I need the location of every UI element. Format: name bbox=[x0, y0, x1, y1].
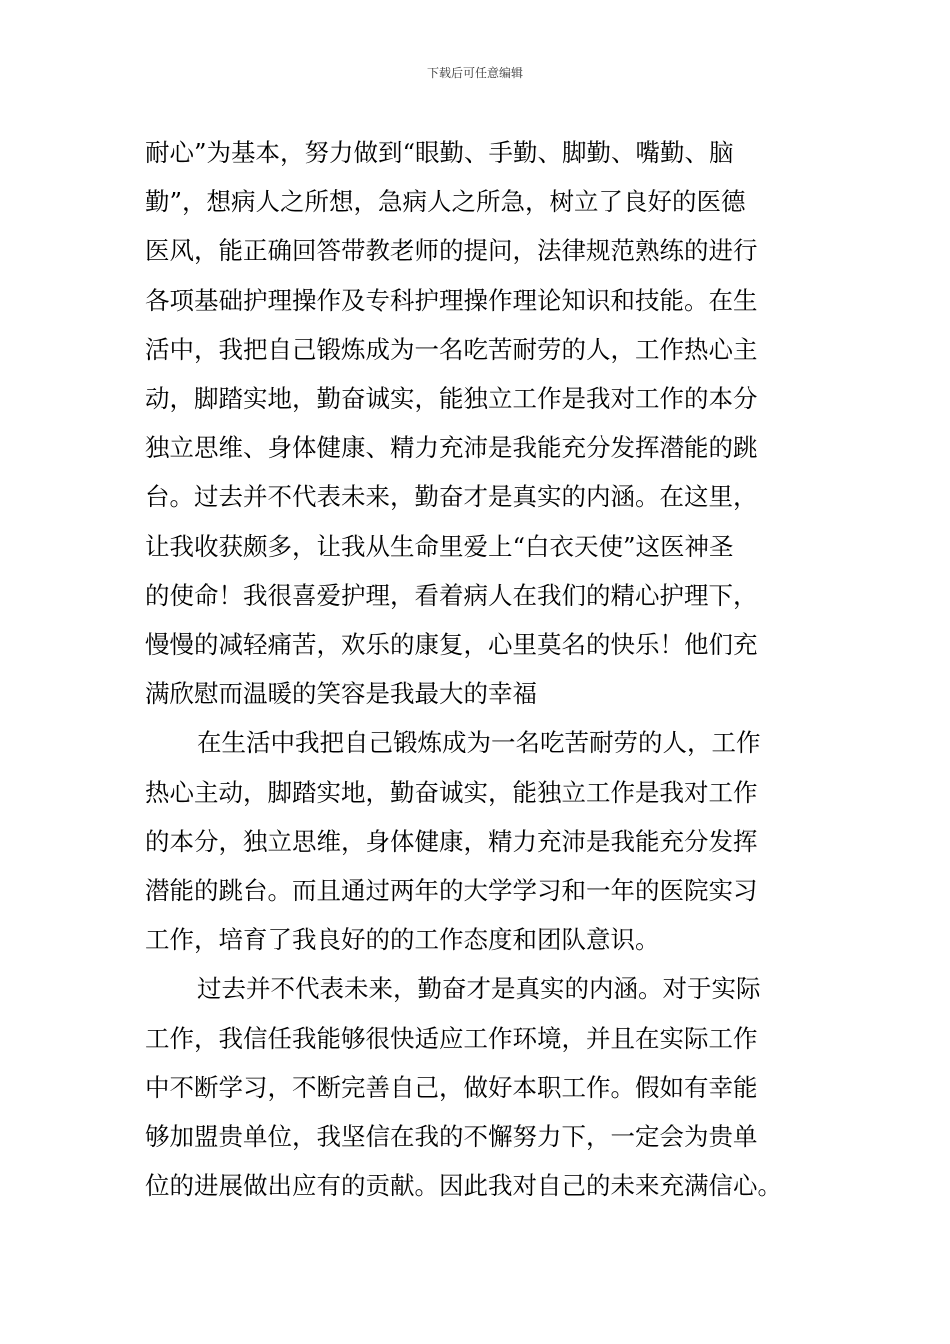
text-line: 勤”，想病人之所想，急病人之所急，树立了良好的医德 bbox=[145, 187, 746, 217]
paragraph-3 bbox=[145, 964, 815, 1210]
text-line: 耐心”为基本，努力做到“眼勤、手勤、脚勤、嘴勤、脑 bbox=[145, 138, 734, 167]
text-line: 潜能的跳台。而且通过两年的大学学习和一年的医院实习 bbox=[145, 876, 758, 906]
text-line: 的使命！我很喜爱护理，看着病人在我们的精心护理下， bbox=[145, 580, 758, 610]
text-line: 工作，培育了我良好的的工作态度和团队意识。 bbox=[145, 925, 660, 955]
paragraph-1 bbox=[145, 128, 815, 718]
text-line: 慢慢的减轻痛苦，欢乐的康复，心里莫名的快乐！他们充 bbox=[145, 630, 758, 660]
text-line: 够加盟贵单位，我坚信在我的不懈努力下，一定会为贵单 bbox=[145, 1122, 758, 1152]
text-line: 独立思维、身体健康、精力充沛是我能充分发挥潜能的跳 bbox=[145, 433, 758, 463]
header-note: 下载后可任意编辑 bbox=[426, 66, 523, 80]
text-line: 让我收获颇多，让我从生命里爱上“白衣天使”这医神圣 bbox=[145, 531, 734, 561]
text-line: 工作，我信任我能够很快适应工作环境，并且在实际工作 bbox=[145, 1023, 758, 1053]
text-line: 的本分，独立思维，身体健康，精力充沛是我能充分发挥 bbox=[145, 826, 758, 856]
text-line: 台。过去并不代表未来，勤奋才是真实的内涵。在这里， bbox=[145, 482, 758, 512]
text-line: 在生活中我把自己锻炼成为一名吃苦耐劳的人，工作 bbox=[197, 728, 761, 758]
text-line: 各项基础护理操作及专科护理操作理论知识和技能。在生 bbox=[145, 285, 758, 315]
document-body bbox=[145, 128, 815, 1210]
text-line: 过去并不代表未来，勤奋才是真实的内涵。对于实际 bbox=[197, 974, 761, 1004]
text-line: 医风，能正确回答带教老师的提问，法律规范熟练的进行 bbox=[145, 236, 758, 266]
text-line: 满欣慰而温暖的笑容是我最大的幸福 bbox=[145, 679, 537, 709]
paragraph-2 bbox=[145, 718, 815, 964]
text-line: 中不断学习，不断完善自己，做好本职工作。假如有幸能 bbox=[145, 1072, 758, 1102]
text-line: 活中，我把自己锻炼成为一名吃苦耐劳的人，工作热心主 bbox=[145, 334, 758, 364]
text-line: 热心主动，脚踏实地，勤奋诚实，能独立工作是我对工作 bbox=[145, 777, 758, 807]
text-line: 动，脚踏实地，勤奋诚实，能独立工作是我对工作的本分 bbox=[145, 384, 758, 414]
text-line: 位的进展做出应有的贡献。因此我对自己的未来充满信心。 bbox=[145, 1171, 782, 1201]
